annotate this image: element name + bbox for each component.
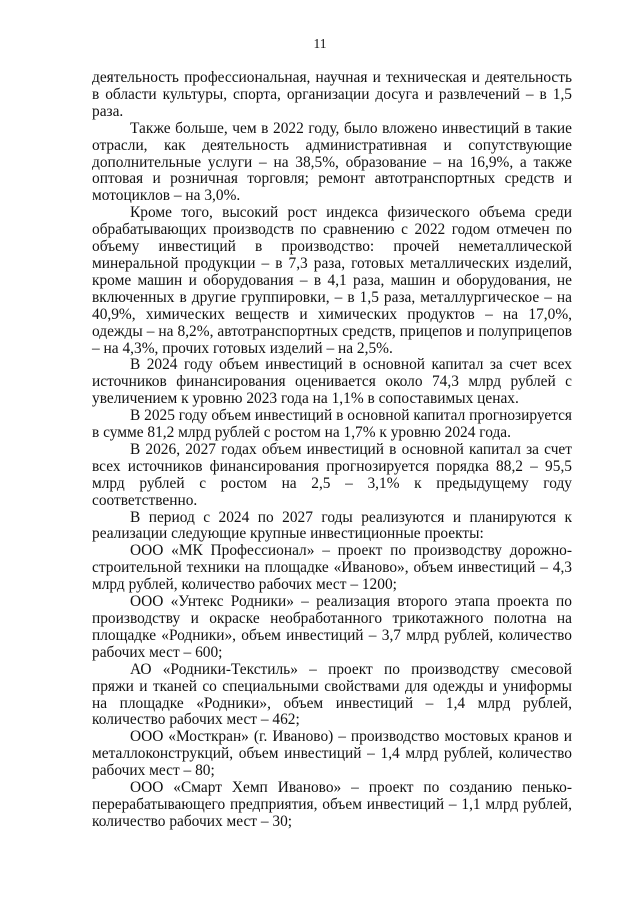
paragraph-2025-forecast: В 2025 году объем инвестиций в основной капитал прогнозируется в сумме 81,2 млрд рублей с ростом на 1,7% к уровню 2024 года. (92, 407, 572, 442)
project-mk-professional: ООО «МК Профессионал» – проект по производству дорожно-строительной техники на площадке «Иваново», объем инвестиций – 4,3 млрд рублей, количество рабочих мест – 1200; (92, 542, 572, 594)
project-mostkran: ООО «Мосткран» (г. Иваново) – производство мостовых кранов и металлоконструкций, объем инвестиций – 1,4 млрд рублей, количество рабочих мест – 80; (92, 728, 572, 780)
project-rodniki-textil: АО «Родники-Текстиль» – проект по производству смесовой пряжи и тканей со специальными свойствами для одежды и униформы на площадке «Родники», объем инвестиций – 1,4 млрд рублей, количество рабочих мест – 462; (92, 660, 572, 729)
paragraph-projects-intro: В период с 2024 по 2027 годы реализуются и планируются к реализации следующие крупные инвестиционные проекты: (92, 508, 572, 543)
page-number: 11 (313, 36, 327, 51)
paragraph-2026-2027-forecast: В 2026, 2027 годах объем инвестиций в основной капитал за счет всех источников финансирования прогнозируется порядка 88,2 – 95,5 млрд рублей с ростом на 2,5 – 3,1% к предыдущему году соответственно. (92, 440, 572, 509)
paragraph-investment-sectors: Также больше, чем в 2022 году, было вложено инвестиций в такие отрасли, как деятельность административная и сопутствующие дополнительные услуги – на 38,5%, образование – на 16,9%, а также оптовая и розничная торговля; ремонт автотранспортных средств и мотоциклов – на 3,0%. (92, 119, 572, 205)
project-smart-hemp: ООО «Смарт Хемп Иваново» – проект по созданию пенько-перерабатывающего предприятия, объем инвестиций – 1,1 млрд рублей, количество рабочих мест – 30; (92, 779, 572, 830)
paragraph-2024-estimate: В 2024 году объем инвестиций в основной капитал за счет всех источников финансирования оценивается около 74,3 млрд рублей с увеличением к уровню 2023 года на 1,1% в сопоставимых ценах. (92, 356, 572, 408)
project-untex-rodniki: ООО «Унтекс Родники» – реализация второго этапа проекта по производству и окраске необработанного трикотажного полотна на площадке «Родники», объем инвестиций – 3,7 млрд рублей, количество рабочих мест – 600; (92, 593, 572, 661)
paragraph-continuation: деятельность профессиональная, научная и техническая и деятельность в области культуры, спорта, организации досуга и развлечений – в 1,5 раза. (92, 69, 572, 120)
paragraph-manufacturing-growth: Кроме того, высокий рост индекса физического объема среди обрабатывающих производств по сравнению с 2022 годом отмечен по объему инвестиций в производство: прочей неметаллической минеральной продукции – в 7,3 раза, готовых металлических изделий, кроме машин и оборудования – в 4,1 раза, машин и оборудования, не включенных в другие группировки, – в 1,5 раза, металлургическое – на 40,9%, химических веществ и химических продуктов – на 17,0%, одежды – на 8,2%, автотранспортных средств, прицепов и полуприцепов – на 4,3%, прочих готовых изделий – на 2,5%. (92, 204, 572, 357)
document-body (92, 70, 572, 831)
